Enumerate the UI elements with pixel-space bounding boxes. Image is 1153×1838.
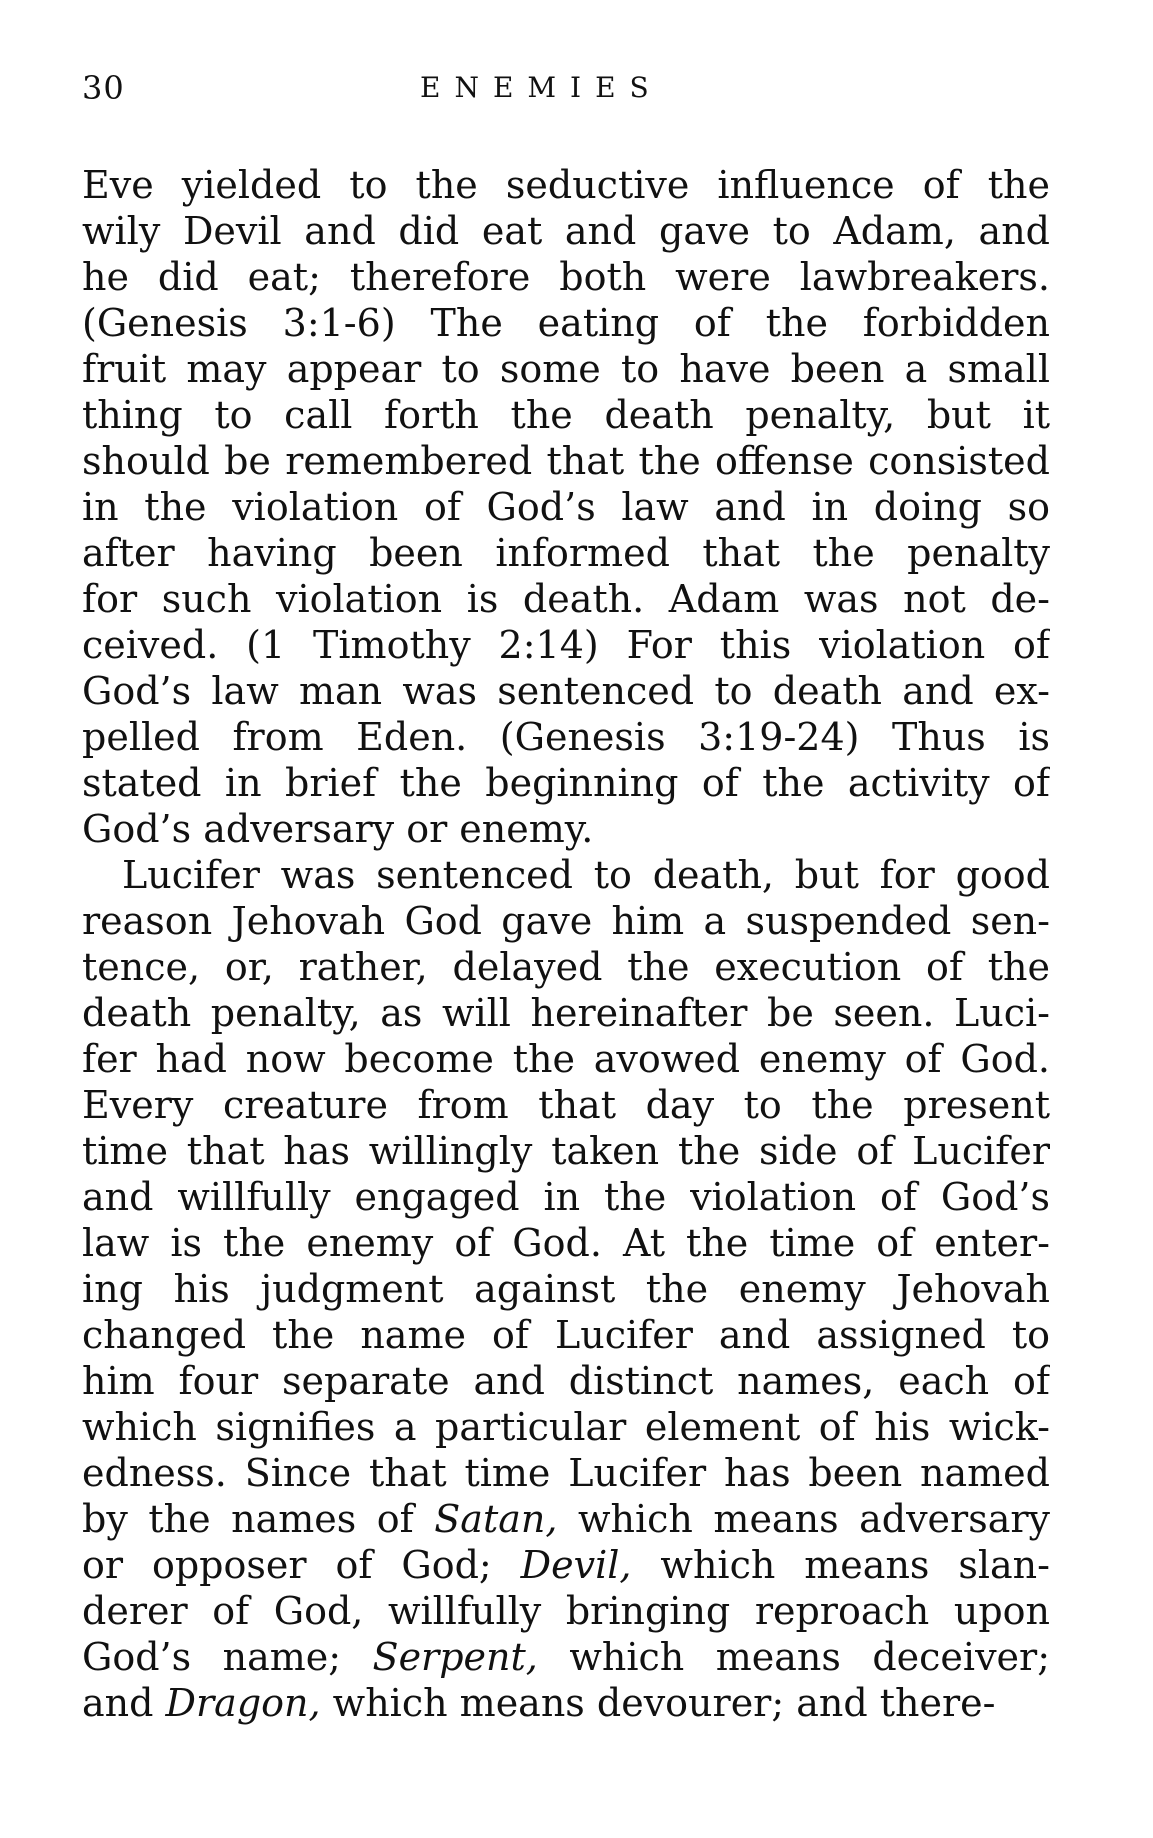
text-run: which means devourer; and there- [320, 1681, 996, 1725]
text-line [82, 1358, 1050, 1404]
text-line [82, 1220, 1050, 1266]
text-run: which means slan- [631, 1543, 1050, 1587]
text-line [82, 208, 1050, 254]
text-line [82, 392, 1050, 438]
text-line [82, 898, 1050, 944]
text-run: in the violation of God’s law and in doing so [82, 485, 1050, 529]
text-run: law is the enemy of God. At the time of enter- [82, 1221, 1050, 1265]
text-run: after having been informed that the penalty [82, 531, 1050, 575]
text-run: which signifies a particular element of his wick- [82, 1405, 1050, 1449]
text-line [82, 714, 1050, 760]
text-run: stated in brief the beginning of the activity of [82, 761, 1050, 805]
paragraph [82, 162, 1050, 852]
text-line [82, 1128, 1050, 1174]
text-run: ceived. (1 Timothy 2:14) For this violation of [82, 623, 1050, 667]
text-run: (Genesis 3:1-6) The eating of the forbidden [82, 301, 1050, 345]
text-run: should be remembered that the offense consisted [82, 439, 1050, 483]
text-run: God’s adversary or enemy. [82, 807, 594, 851]
text-run: he did eat; therefore both were lawbreakers. [82, 255, 1050, 299]
text-line [82, 1036, 1050, 1082]
text-line [82, 1404, 1050, 1450]
text-run: Every creature from that day to the present [82, 1083, 1050, 1127]
text-run: fruit may appear to some to have been a small [82, 347, 1050, 391]
text-line [82, 622, 1050, 668]
page-number: 30 [82, 69, 125, 107]
text-line [82, 484, 1050, 530]
text-run: thing to call forth the death penalty, but it [82, 393, 1050, 437]
text-line [82, 668, 1050, 714]
text-line [82, 1174, 1050, 1220]
text-line [82, 1312, 1050, 1358]
italic-term: Satan, [434, 1497, 558, 1541]
text-line [82, 300, 1050, 346]
text-run: pelled from Eden. (Genesis 3:19-24) Thus is [82, 715, 1050, 759]
text-run: and willfully engaged in the violation of God’s [82, 1175, 1050, 1219]
text-run: him four separate and distinct names, each of [82, 1359, 1050, 1403]
text-run: Eve yielded to the seductive influence of the [82, 163, 1050, 207]
text-run: ing his judgment against the enemy Jehovah [82, 1267, 1050, 1311]
text-run: reason Jehovah God gave him a suspended sen- [82, 899, 1050, 943]
text-run: God’s name; [82, 1635, 373, 1679]
text-run: which means deceiver; [537, 1635, 1050, 1679]
text-run: by the names of [82, 1497, 435, 1541]
page-header [82, 68, 1062, 108]
text-line [82, 162, 1050, 208]
text-run: which means adversary [557, 1497, 1050, 1541]
text-line [82, 438, 1050, 484]
text-line [82, 346, 1050, 392]
text-run: derer of God, willfully bringing reproach upon [82, 1589, 1050, 1633]
text-line [82, 990, 1050, 1036]
text-run: for such violation is death. Adam was not de- [82, 577, 1050, 621]
text-line [82, 1588, 1050, 1634]
italic-term: Serpent, [372, 1635, 538, 1679]
italic-term: Devil, [520, 1543, 632, 1587]
text-line [82, 1266, 1050, 1312]
text-line [82, 530, 1050, 576]
running-title: ENEMIES [420, 71, 663, 104]
text-line [82, 1496, 1050, 1542]
text-line [82, 1082, 1050, 1128]
text-line [82, 1542, 1050, 1588]
text-run: edness. Since that time Lucifer has been named [82, 1451, 1050, 1495]
text-run: tence, or, rather, delayed the execution of the [82, 945, 1050, 989]
text-run: Lucifer was sentenced to death, but for good [122, 853, 1050, 897]
text-line [82, 760, 1050, 806]
text-line [82, 254, 1050, 300]
body-text [82, 162, 1050, 1726]
text-line [82, 852, 1050, 898]
text-line [82, 1680, 1050, 1726]
text-run: death penalty, as will hereinafter be seen. Luci- [82, 991, 1050, 1035]
text-run: time that has willingly taken the side of Lucifer [82, 1129, 1050, 1173]
paragraph [82, 852, 1050, 1726]
text-run: changed the name of Lucifer and assigned to [82, 1313, 1050, 1357]
text-line [82, 1450, 1050, 1496]
text-run: and [82, 1681, 166, 1725]
italic-term: Dragon, [165, 1681, 321, 1725]
text-run: or opposer of God; [82, 1543, 521, 1587]
text-line [82, 944, 1050, 990]
text-line [82, 806, 1050, 852]
text-run: wily Devil and did eat and gave to Adam, and [82, 209, 1050, 253]
text-line [82, 576, 1050, 622]
text-run: God’s law man was sentenced to death and ex- [82, 669, 1050, 713]
text-run: fer had now become the avowed enemy of God. [82, 1037, 1050, 1081]
text-line [82, 1634, 1050, 1680]
